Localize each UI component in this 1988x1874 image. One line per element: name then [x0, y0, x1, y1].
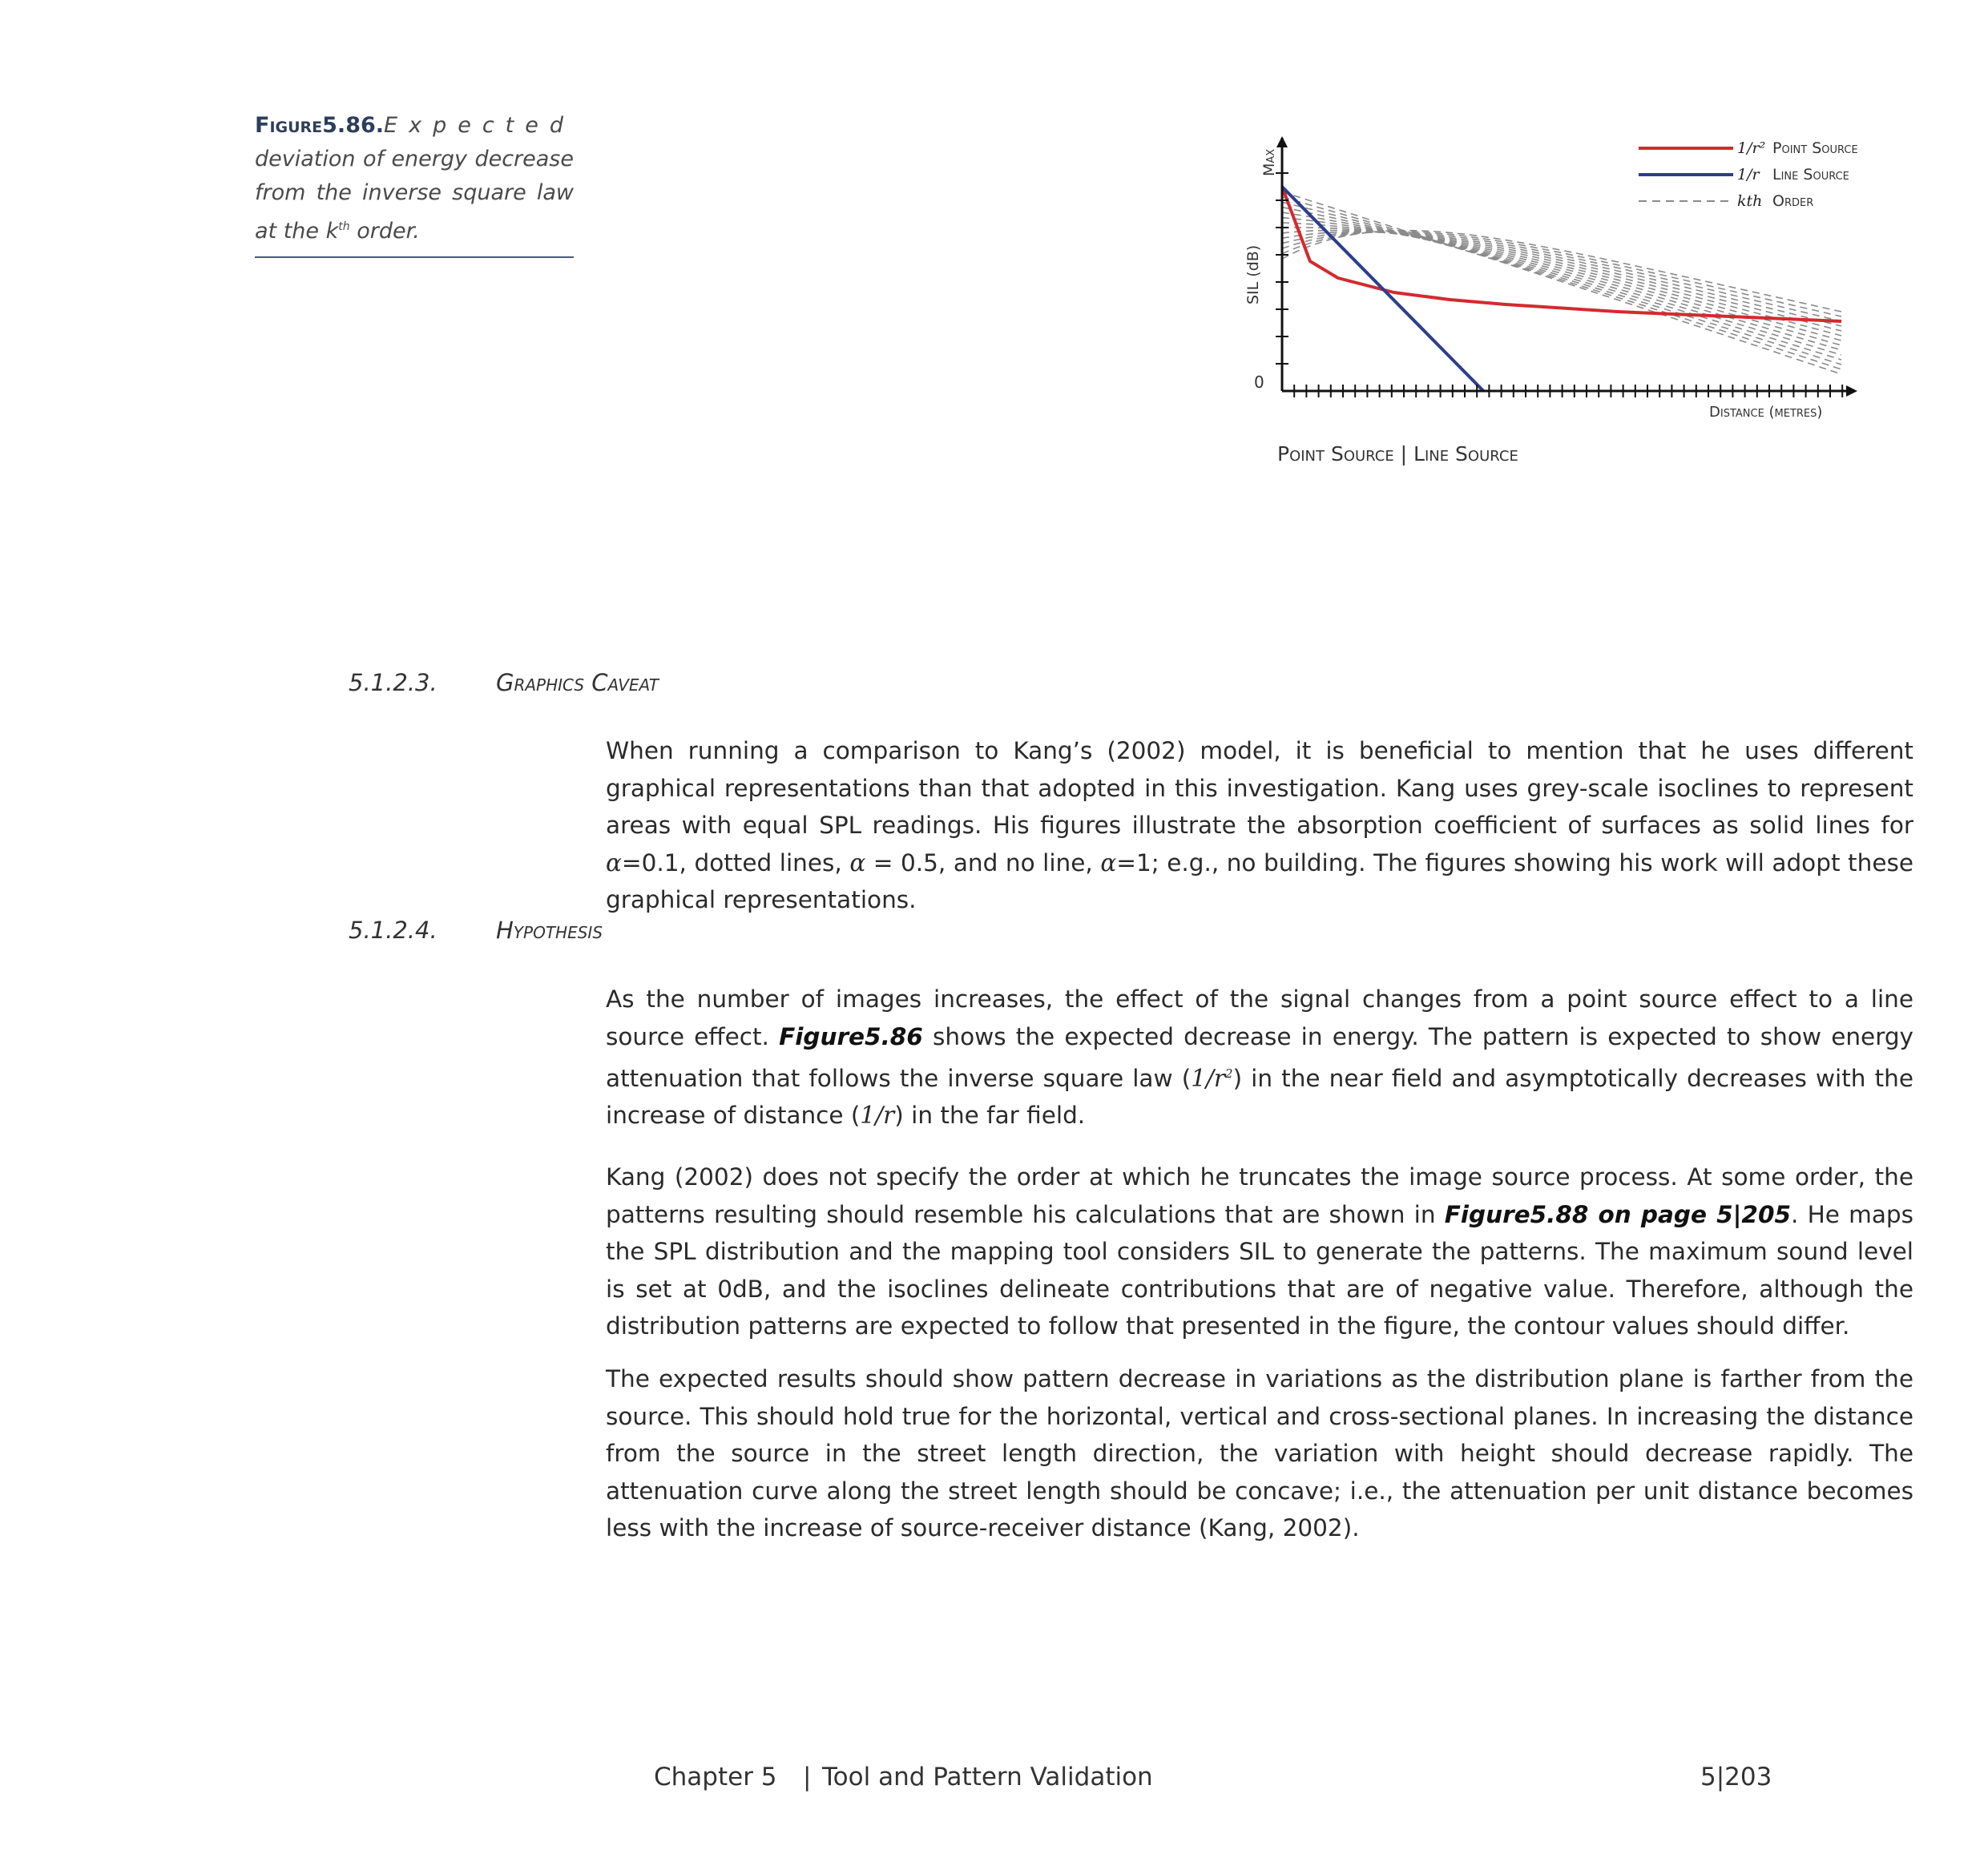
section-title: Hypothesis	[496, 917, 603, 944]
caption-text: deviation of energy decrease from the inverse square law at the	[255, 147, 574, 244]
inverse-square-formula: 1/r	[1191, 1064, 1226, 1092]
figure-label: Figure5.86.	[255, 113, 385, 138]
footer-separator: |	[803, 1763, 812, 1791]
kth-order-curves	[1282, 191, 1841, 374]
formula-exponent: 2	[1225, 1066, 1233, 1081]
page-number: 5|203	[1700, 1763, 1772, 1791]
paragraph-hypothesis-3: The expected results should show pattern decrease in variations as the distribution plane is farther from the source. This should hold true for the horizontal, vertical and cross-sectional planes. In increasing the distance from the source in the street length direction, the variation with height should decrease rapidly. The attenuation curve along the street length should be concave; i.e., the attenuation per unit distance becomes less with the increase of source-receiver distance (Kang, 2002).	[606, 1365, 1913, 1542]
y-axis-label: SIL (dB)	[1244, 244, 1262, 304]
x-axis-label: Distance (metres)	[1709, 404, 1823, 421]
alpha-symbol: α	[1100, 848, 1117, 877]
legend	[1639, 139, 1858, 210]
energy-decrease-chart	[1234, 120, 1907, 433]
section-title: Graphics Caveat	[496, 669, 659, 696]
section-number: 5.1.2.3.	[349, 669, 438, 696]
figure-reference[interactable]: Figure5.86	[779, 1022, 923, 1050]
footer-title: Tool and Pattern Validation	[822, 1763, 1153, 1791]
caption-k-sup: th	[338, 220, 350, 233]
text-run: = 0.5, and no line,	[865, 848, 1101, 877]
chart-subtitle: Point Source | Line Source	[1277, 442, 1518, 465]
text-run: =0.1, dotted lines,	[621, 848, 850, 877]
kth-order-curve	[1282, 231, 1841, 336]
section-number: 5.1.2.4.	[349, 917, 438, 944]
alpha-symbol: α	[849, 848, 866, 877]
legend-text-point-source: Point Source	[1772, 139, 1858, 157]
legend-text-line-source: Line Source	[1772, 166, 1849, 183]
inverse-formula: 1/r	[860, 1102, 895, 1130]
paragraph-hypothesis-2	[606, 1159, 1913, 1345]
kth-order-curve	[1282, 191, 1841, 374]
legend-sym-kth-order: kth	[1737, 192, 1763, 210]
paragraph-hypothesis-1	[606, 981, 1913, 1134]
text-run: . He maps the SPL distribution and the mapping tool considers SIL to generate the patterns. The maximum sound level is set at 0dB, and the isoclines delineate contributions that are of negative value. Therefore, although the distribution patterns are expected to follow that presented in the figure, the contour values should differ.	[606, 1200, 1914, 1340]
caption-k: k	[325, 219, 339, 244]
text-run: ) in the near field and asymptotically decreases with the increase of distance (	[606, 1064, 1913, 1130]
y-max-label: Max	[1260, 148, 1278, 176]
y-origin-label: 0	[1254, 373, 1264, 392]
y-axis-arrow	[1276, 136, 1288, 147]
text-run: Kang (2002) does not specify the order at which he truncates the image source process. At some order, the patterns resulting should resemble his calculations that are shown in	[606, 1163, 1913, 1228]
figure-reference[interactable]: Figure5.88 on page 5|205	[1444, 1200, 1791, 1228]
footer-chapter: Chapter 5	[654, 1763, 777, 1791]
text-run: =1; e.g., no building. The figures showing his work will adopt these graphical representations.	[606, 848, 1913, 913]
text-run: ) in the far field.	[894, 1102, 1086, 1130]
x-axis-arrow	[1846, 385, 1857, 397]
alpha-symbol: α	[606, 848, 622, 877]
line-source-line	[1282, 187, 1483, 391]
text-run: When running a comparison to Kang’s (2002) model, it is beneficial to mention that he uses different graphical representations than that adopted in this investigation. Kang uses grey-scale isoclines to represent areas with equal SPL readings. His figures illustrate the absorption coefficient of surfaces as solid lines for	[606, 737, 1913, 839]
legend-text-kth-order: Order	[1772, 192, 1814, 210]
legend-sym-point-source: 1/r²	[1737, 139, 1766, 157]
paragraph-graphics-caveat	[606, 732, 1913, 919]
figure-caption	[255, 109, 574, 258]
text-run: shows the expected decrease in energy. The pattern is expected to show energy attenuation that follows the inverse square law (	[606, 1022, 1913, 1092]
legend-sym-line-source: 1/r	[1737, 166, 1760, 183]
text-run: As the number of images increases, the effect of the signal changes from a point source effect to a line source effect.	[606, 985, 1913, 1050]
caption-end: order.	[357, 219, 420, 244]
kth-order-curve	[1282, 232, 1841, 326]
caption-first-word: Expected	[384, 113, 575, 138]
